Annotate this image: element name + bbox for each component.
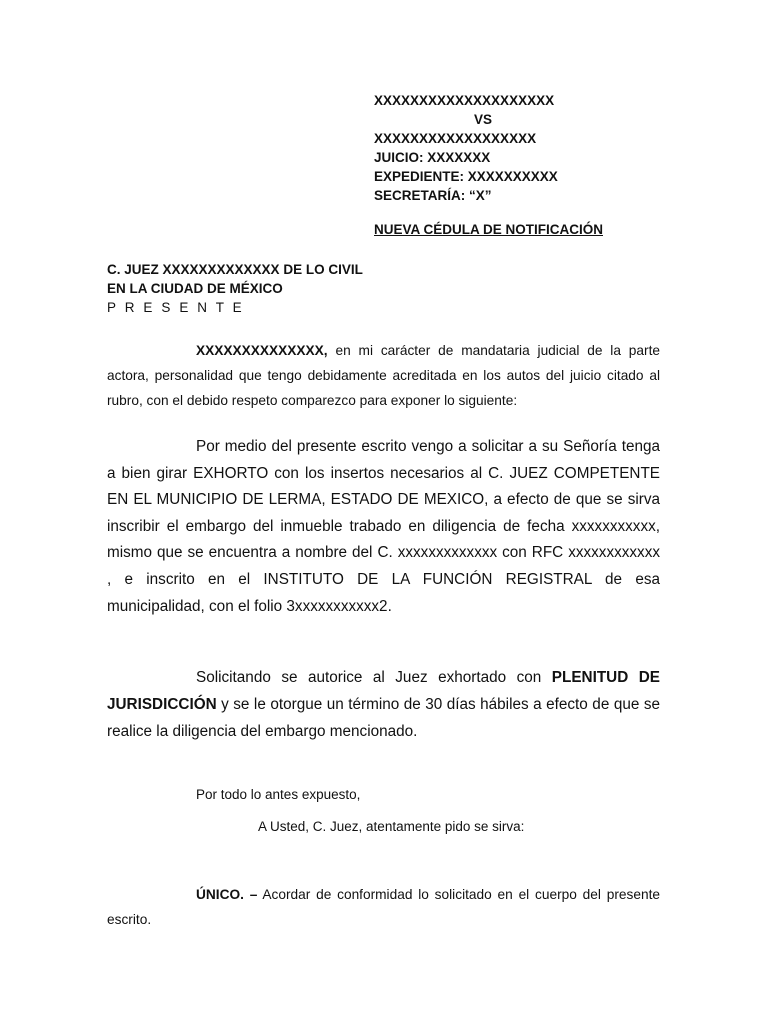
paragraph-unico: [107, 882, 660, 932]
case-caption: [374, 91, 674, 205]
addressee-line-2: EN LA CIUDAD DE MÉXICO: [107, 281, 283, 296]
secretaria-line: SECRETARÍA: “X”: [374, 188, 492, 203]
paragraph-jurisdiction-text-a: Solicitando se autorice al Juez exhortado con: [196, 669, 552, 686]
paragraph-request: [107, 434, 660, 620]
unico-text: Acordar de conformidad lo solicitado en el cuerpo del presente escrito.: [107, 887, 660, 927]
closing-line-1: Por todo lo antes expuesto,: [196, 787, 361, 802]
paragraph-jurisdiction-bold: PLENITUD DE JURISDICCIÓN: [107, 669, 661, 713]
document-title: NUEVA CÉDULA DE NOTIFICACIÓN: [374, 222, 603, 237]
paragraph-request-text: Por medio del presente escrito vengo a solicitar a su Señoría tenga a bien girar EXHORTO con los insertos necesarios al C. JUEZ COMPETENTE EN EL MUNICIPIO DE LERMA, ESTADO DE MEXICO, a efecto de que se sirva inscribir el embargo del inmueble trabado en diligencia de fecha xxxxxxxxxxx, mismo que se encuentra a nombre del C. xxxxxxxxxxxxx con RFC xxxxxxxxxxxx , e inscrito en el INSTITUTO DE LA FUNCIÓN REGISTRAL de esa municipalidad, con el folio 3xxxxxxxxxxx2.: [107, 438, 660, 615]
paragraph-intro: [107, 338, 660, 413]
petitioner-name: XXXXXXXXXXXXXX,: [196, 343, 328, 358]
closing-line-2: A Usted, C. Juez, atentamente pido se sirva:: [258, 819, 525, 834]
party-b: XXXXXXXXXXXXXXXXXX: [374, 131, 537, 146]
addressee-line-1: C. JUEZ XXXXXXXXXXXXX DE LO CIVIL: [107, 262, 363, 277]
juicio-line: JUICIO: XXXXXXX: [374, 150, 491, 165]
paragraph-intro-text: en mi carácter de mandataria judicial de la parte actora, personalidad que tengo debidamente acreditada en los autos del juicio citado al rubro, con el debido respeto comparezco para exponer lo siguiente:: [107, 343, 660, 408]
expediente-line: EXPEDIENTE: XXXXXXXXXX: [374, 169, 558, 184]
paragraph-jurisdiction: [107, 664, 660, 745]
party-a: XXXXXXXXXXXXXXXXXXXX: [374, 93, 555, 108]
addressee-line-3: P R E S E N T E: [107, 300, 245, 315]
addressee-block: [107, 260, 363, 317]
unico-label: ÚNICO. –: [196, 887, 258, 902]
paragraph-jurisdiction-text-b: y se le otorgue un término de 30 días hábiles a efecto de que se realice la diligencia del embargo mencionado.: [107, 696, 660, 740]
versus-label: VS: [474, 112, 493, 127]
